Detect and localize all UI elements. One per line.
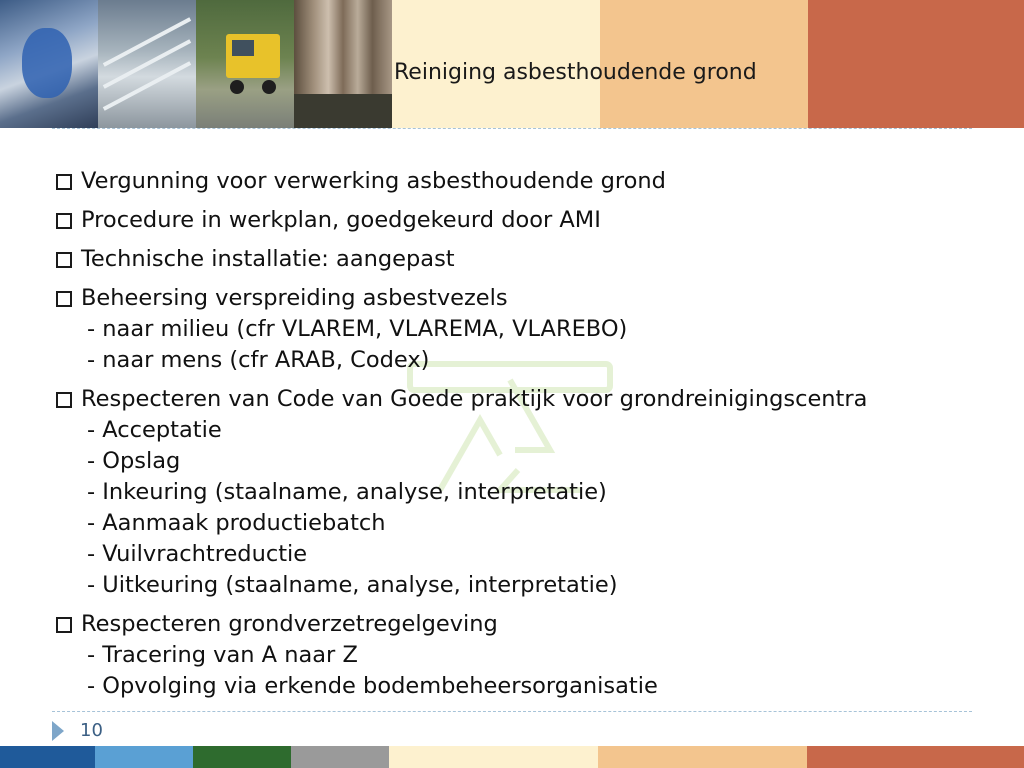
- bullet-item: [56, 609, 1006, 702]
- checkbox-bullet-icon: [56, 392, 72, 408]
- sub-bullet-text: - Uitkeuring (staalname, analyse, interpretatie): [87, 572, 618, 598]
- header-photo-tanks: [294, 0, 392, 128]
- bullet-text: Technische installatie: aangepast: [81, 246, 455, 272]
- footer-stripe-terracotta: [807, 746, 1024, 768]
- header-band-terracotta: [808, 0, 1024, 128]
- checkbox-bullet-icon: [56, 252, 72, 268]
- footer-color-stripe: [0, 746, 1024, 768]
- checkbox-bullet-icon: [56, 617, 72, 633]
- sub-bullet-text: - Opslag: [87, 448, 181, 474]
- header-photo-waste: [0, 0, 98, 128]
- footer-stripe-dark-blue: [0, 746, 95, 768]
- sub-bullet-text: - naar mens (cfr ARAB, Codex): [87, 347, 430, 373]
- bullet-text: Procedure in werkplan, goedgekeurd door AMI: [81, 207, 601, 233]
- bullet-item: [56, 166, 1006, 197]
- sub-bullet-text: - Tracering van A naar Z: [87, 642, 358, 668]
- sub-bullet-text: - Vuilvrachtreductie: [87, 541, 308, 567]
- bullet-text: Respecteren van Code van Goede praktijk voor grondreinigingscentra: [81, 386, 868, 412]
- footer-stripe-tan: [598, 746, 807, 768]
- bullet-item: [56, 205, 1006, 236]
- bullet-text: Vergunning voor verwerking asbesthoudende grond: [81, 168, 666, 194]
- checkbox-bullet-icon: [56, 291, 72, 307]
- sub-bullet-text: - Aanmaak productiebatch: [87, 510, 386, 536]
- header-photo-truck: [196, 0, 294, 128]
- checkbox-bullet-icon: [56, 174, 72, 190]
- header-photo-conveyor: [98, 0, 196, 128]
- checkbox-bullet-icon: [56, 213, 72, 229]
- bullet-item: [56, 244, 1006, 275]
- header-divider: [52, 128, 972, 129]
- bullet-item: [56, 283, 1006, 376]
- slide-title: Reiniging asbesthoudende grond: [394, 60, 757, 85]
- sub-bullet-text: - naar milieu (cfr VLAREM, VLAREMA, VLAREBO): [87, 316, 628, 342]
- footer-stripe-green: [193, 746, 291, 768]
- footer-stripe-light-blue: [95, 746, 193, 768]
- play-arrow-icon: [52, 721, 64, 741]
- bullet-item: [56, 384, 1006, 601]
- footer-stripe-cream: [389, 746, 598, 768]
- sub-bullet-text: - Inkeuring (staalname, analyse, interpretatie): [87, 479, 607, 505]
- bullet-text: Respecteren grondverzetregelgeving: [81, 611, 498, 637]
- bullet-list: [56, 166, 1006, 710]
- sub-bullet-text: - Opvolging via erkende bodembeheersorganisatie: [87, 673, 658, 699]
- bullet-text: Beheersing verspreiding asbestvezels: [81, 285, 508, 311]
- page-number: 10: [80, 720, 103, 741]
- sub-bullet-text: - Acceptatie: [87, 417, 222, 443]
- footer-stripe-gray: [291, 746, 389, 768]
- footer-divider: [52, 711, 972, 712]
